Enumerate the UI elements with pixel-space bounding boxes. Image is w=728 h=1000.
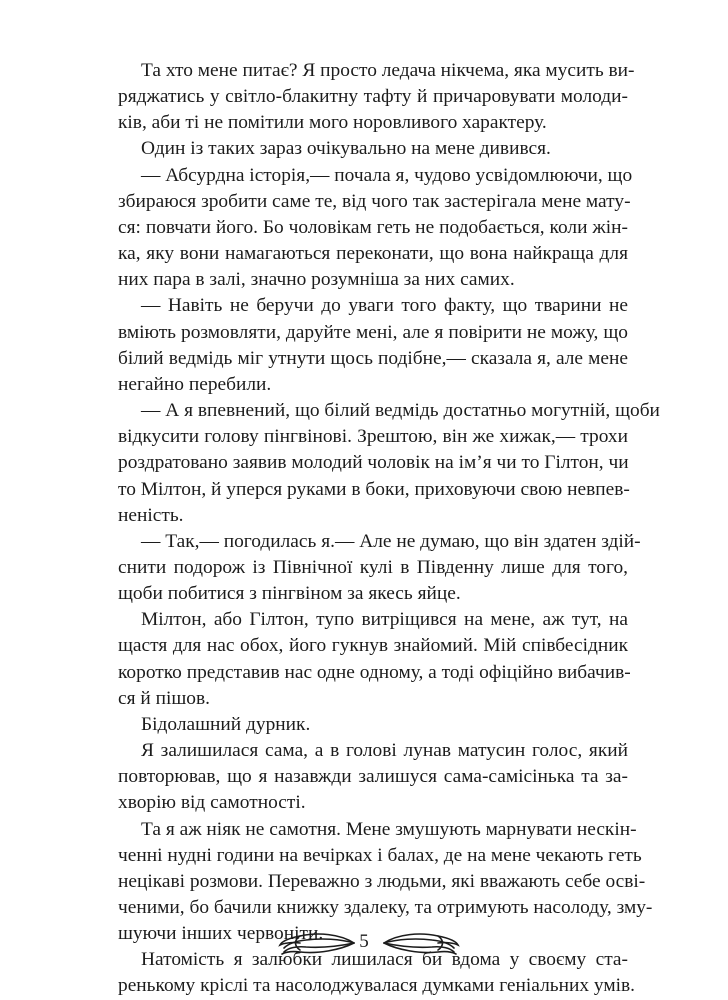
text-line: неність.: [118, 504, 184, 526]
text-line: Натомість я залюбки лишилася би вдома у своєму ста-: [141, 949, 628, 971]
text-line: ка, яку вони намагаються переконати, що вона найкраща для: [118, 243, 628, 265]
text-line: повторював, що я назавжди залишуся сама-самісінька та за-: [118, 766, 628, 788]
text-line: вміють розмовляти, даруйте мені, але я повірити не можу, що: [118, 321, 628, 343]
text-line: — Так,— погодилась я.— Але не думаю, що він здатен здій-: [141, 530, 641, 552]
paragraph: [118, 712, 628, 738]
text-line: ся: повчати його. Бо чоловікам геть не подобається, коли жін-: [118, 216, 628, 238]
text-line: — А я впевнений, що білий ведмідь достатньо могутній, щоби: [141, 400, 660, 422]
ornament-flourish-icon: [278, 930, 356, 956]
text-line: ся й пішов.: [118, 687, 210, 709]
page-footer: [0, 928, 728, 958]
text-line: шуючи інших червоніти.: [118, 923, 324, 945]
text-line: щоби побитися з пінгвіном за якесь яйце.: [118, 583, 461, 605]
text-line: Мілтон, або Гілтон, тупо витріщився на мене, аж тут, на: [141, 609, 628, 631]
text-line: хворію від самотності.: [118, 792, 306, 814]
text-line: Один із таких зараз очікувально на мене дивився.: [141, 138, 551, 160]
text-line: снити подорож із Північної кулі в Південну лише для того,: [118, 556, 628, 578]
text-line: нецікаві розмови. Переважно з людьми, які вважають себе осві-: [118, 870, 646, 892]
text-line: роздратовано заявив молодий чоловік на ім’я чи то Гілтон, чи: [118, 452, 629, 474]
text-line: ків, аби ті не помітили мого норовливого характеру.: [118, 112, 547, 134]
text-line: відкусити голову пінгвінові. Зрештою, він же хижак,— трохи: [118, 426, 628, 448]
text-line: негайно перебили.: [118, 373, 272, 395]
text-line: — Навіть не беручи до уваги того факту, що тварини не: [141, 295, 628, 317]
paragraph: [118, 607, 631, 712]
paragraph: [118, 529, 641, 607]
ornament-flourish-icon: [382, 930, 460, 956]
text-line: коротко представив нас одне одному, а тоді офіційно вибачив-: [118, 661, 631, 683]
text-line: збираюся зробити саме те, від чого так застерігала мене мату-: [118, 190, 631, 212]
text-line: Бідолашний дурник.: [141, 713, 311, 735]
text-line: білий ведмідь міг утнути щось подібне,— сказала я, але мене: [118, 347, 628, 369]
text-line: них пара в залі, значно розумніша за них самих.: [118, 269, 515, 291]
text-line: Та я аж ніяк не самотня. Мене змушують марнувати нескін-: [141, 818, 637, 840]
text-line: ренькому кріслі та насолоджувалася думками геніальних умів.: [118, 975, 635, 997]
page-number: 5: [359, 931, 369, 952]
paragraph: [118, 738, 628, 816]
text-line: ченими, бо бачили книжку здалеку, та отримують насолоду, зму-: [118, 897, 653, 918]
paragraph: [118, 293, 628, 398]
text-line: щастя для нас обох, його гукнув знайомий. Мій співбесідник: [118, 635, 628, 657]
paragraph: [118, 58, 635, 136]
text-line: ряджатись у світло-блакитну тафту й причаровувати молоди-: [118, 86, 628, 108]
paragraph: [118, 163, 633, 294]
text-line: то Мілтон, й уперся руками в боки, приховуючи свою невпев-: [118, 478, 630, 500]
text-line: ченні нудні години на вечірках і балах, де на мене чекають геть: [118, 844, 642, 866]
body-text: [118, 58, 660, 1000]
text-line: Я залишилася сама, а в голові лунав матусин голос, який: [141, 740, 628, 762]
paragraph: [118, 136, 628, 162]
paragraph: [118, 398, 660, 529]
text-line: Та хто мене питає? Я просто ледача нікчема, яка мусить ви-: [141, 60, 635, 81]
text-line: — Абсурдна історія,— почала я, чудово усвідомлюючи, що: [141, 164, 633, 186]
